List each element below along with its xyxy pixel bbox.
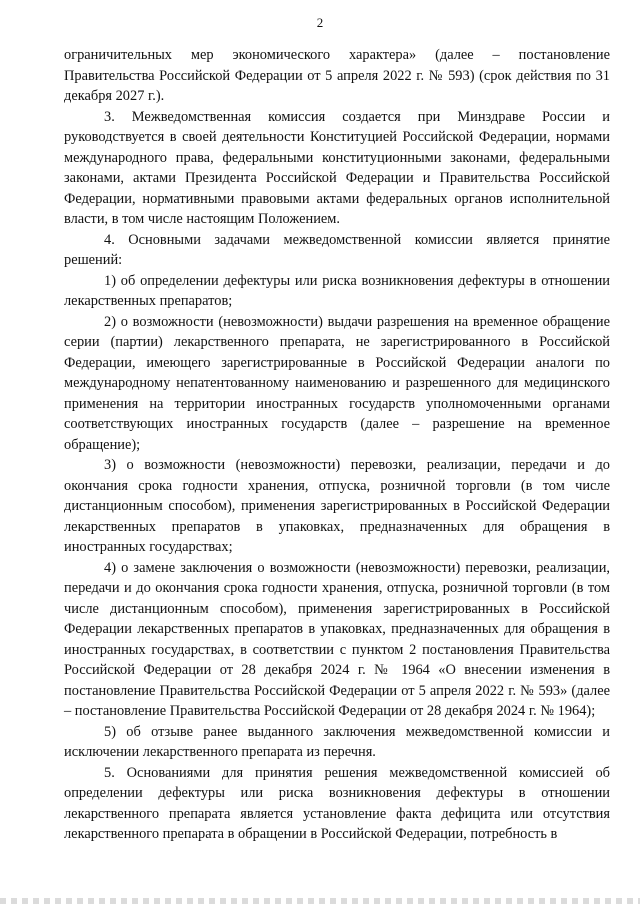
document-body xyxy=(64,45,610,845)
paragraph-item-5: 5. Основаниями для принятия решения межведомственной комиссией об определении дефектуры или риска возникновения дефектуры в отношении лекарственного препарата является установление факта дефицита или отсутствия лекарственного препарата в обращении в Российской Федерации, потребность в xyxy=(64,764,610,842)
subitem-2: 2) о возможности (невозможности) выдачи разрешения на временное обращение серии (партии) лекарственного препарата, не зарегистрированного в Российской Федерации, имеющего зарегистрированные в Российской Федерации аналоги по международному непатентованному наименованию и разрешенного для медицинского применения на территории иностранных государств уполномоченными органами соответствующих иностранных государств (далее – разрешение на временное обращение); xyxy=(64,313,610,453)
paragraph-item-3: 3. Межведомственная комиссия создается при Минздраве России и руководствуется в своей деятельности Конституцией Российской Федерации, нормами международного права, федеральными конституционными законами, федеральными законами, актами Президента Российской Федерации и Правительства Российской Федерации, нормативными правовыми актами федеральных органов исполнительной власти, в том числе настоящим Положением. xyxy=(64,108,610,227)
page-number: 2 xyxy=(316,15,324,30)
subitem-4: 4) о замене заключения о возможности (невозможности) перевозки, реализации, передачи и до окончания срока годности хранения, отпуска, розничной торговли (в том числе дистанционным способом), применения зарегистрированных в Российской Федерации лекарственных препаратов в упаковках, предназначенных для обращения в иностранных государствах, в соответствии с пунктом 2 постановления Правительства Российской Федерации от 28 декабря 2024 г. № 1964 «О внесении изменения в постановление Правительства Российской Федерации от 5 апреля 2022 г. № 593» (далее – постановление Правительства Российской Федерации от 28 декабря 2024 г. № 1964); xyxy=(64,559,610,719)
subitem-1: 1) об определении дефектуры или риска возникновения дефектуры в отношении лекарственных препаратов; xyxy=(64,272,610,309)
scan-edge-artifact xyxy=(0,898,640,904)
subitem-3: 3) о возможности (невозможности) перевозки, реализации, передачи и до окончания срока годности хранения, отпуска, розничной торговли (в том числе дистанционным способом), применения зарегистрированных в Российской Федерации лекарственных препаратов в упаковках, предназначенных для обращения в иностранных государствах; xyxy=(64,457,610,555)
paragraph-item-4: 4. Основными задачами межведомственной комиссии является принятие решений: xyxy=(64,231,610,268)
paragraph-continuation: ограничительных мер экономического характера» (далее – постановление Правительства Российской Федерации от 5 апреля 2022 г. № 593) (срок действия по 31 декабря 2027 г.). xyxy=(64,47,610,104)
subitem-5: 5) об отзыве ранее выданного заключения межведомственной комиссии и исключении лекарственного препарата из перечня. xyxy=(64,723,610,760)
